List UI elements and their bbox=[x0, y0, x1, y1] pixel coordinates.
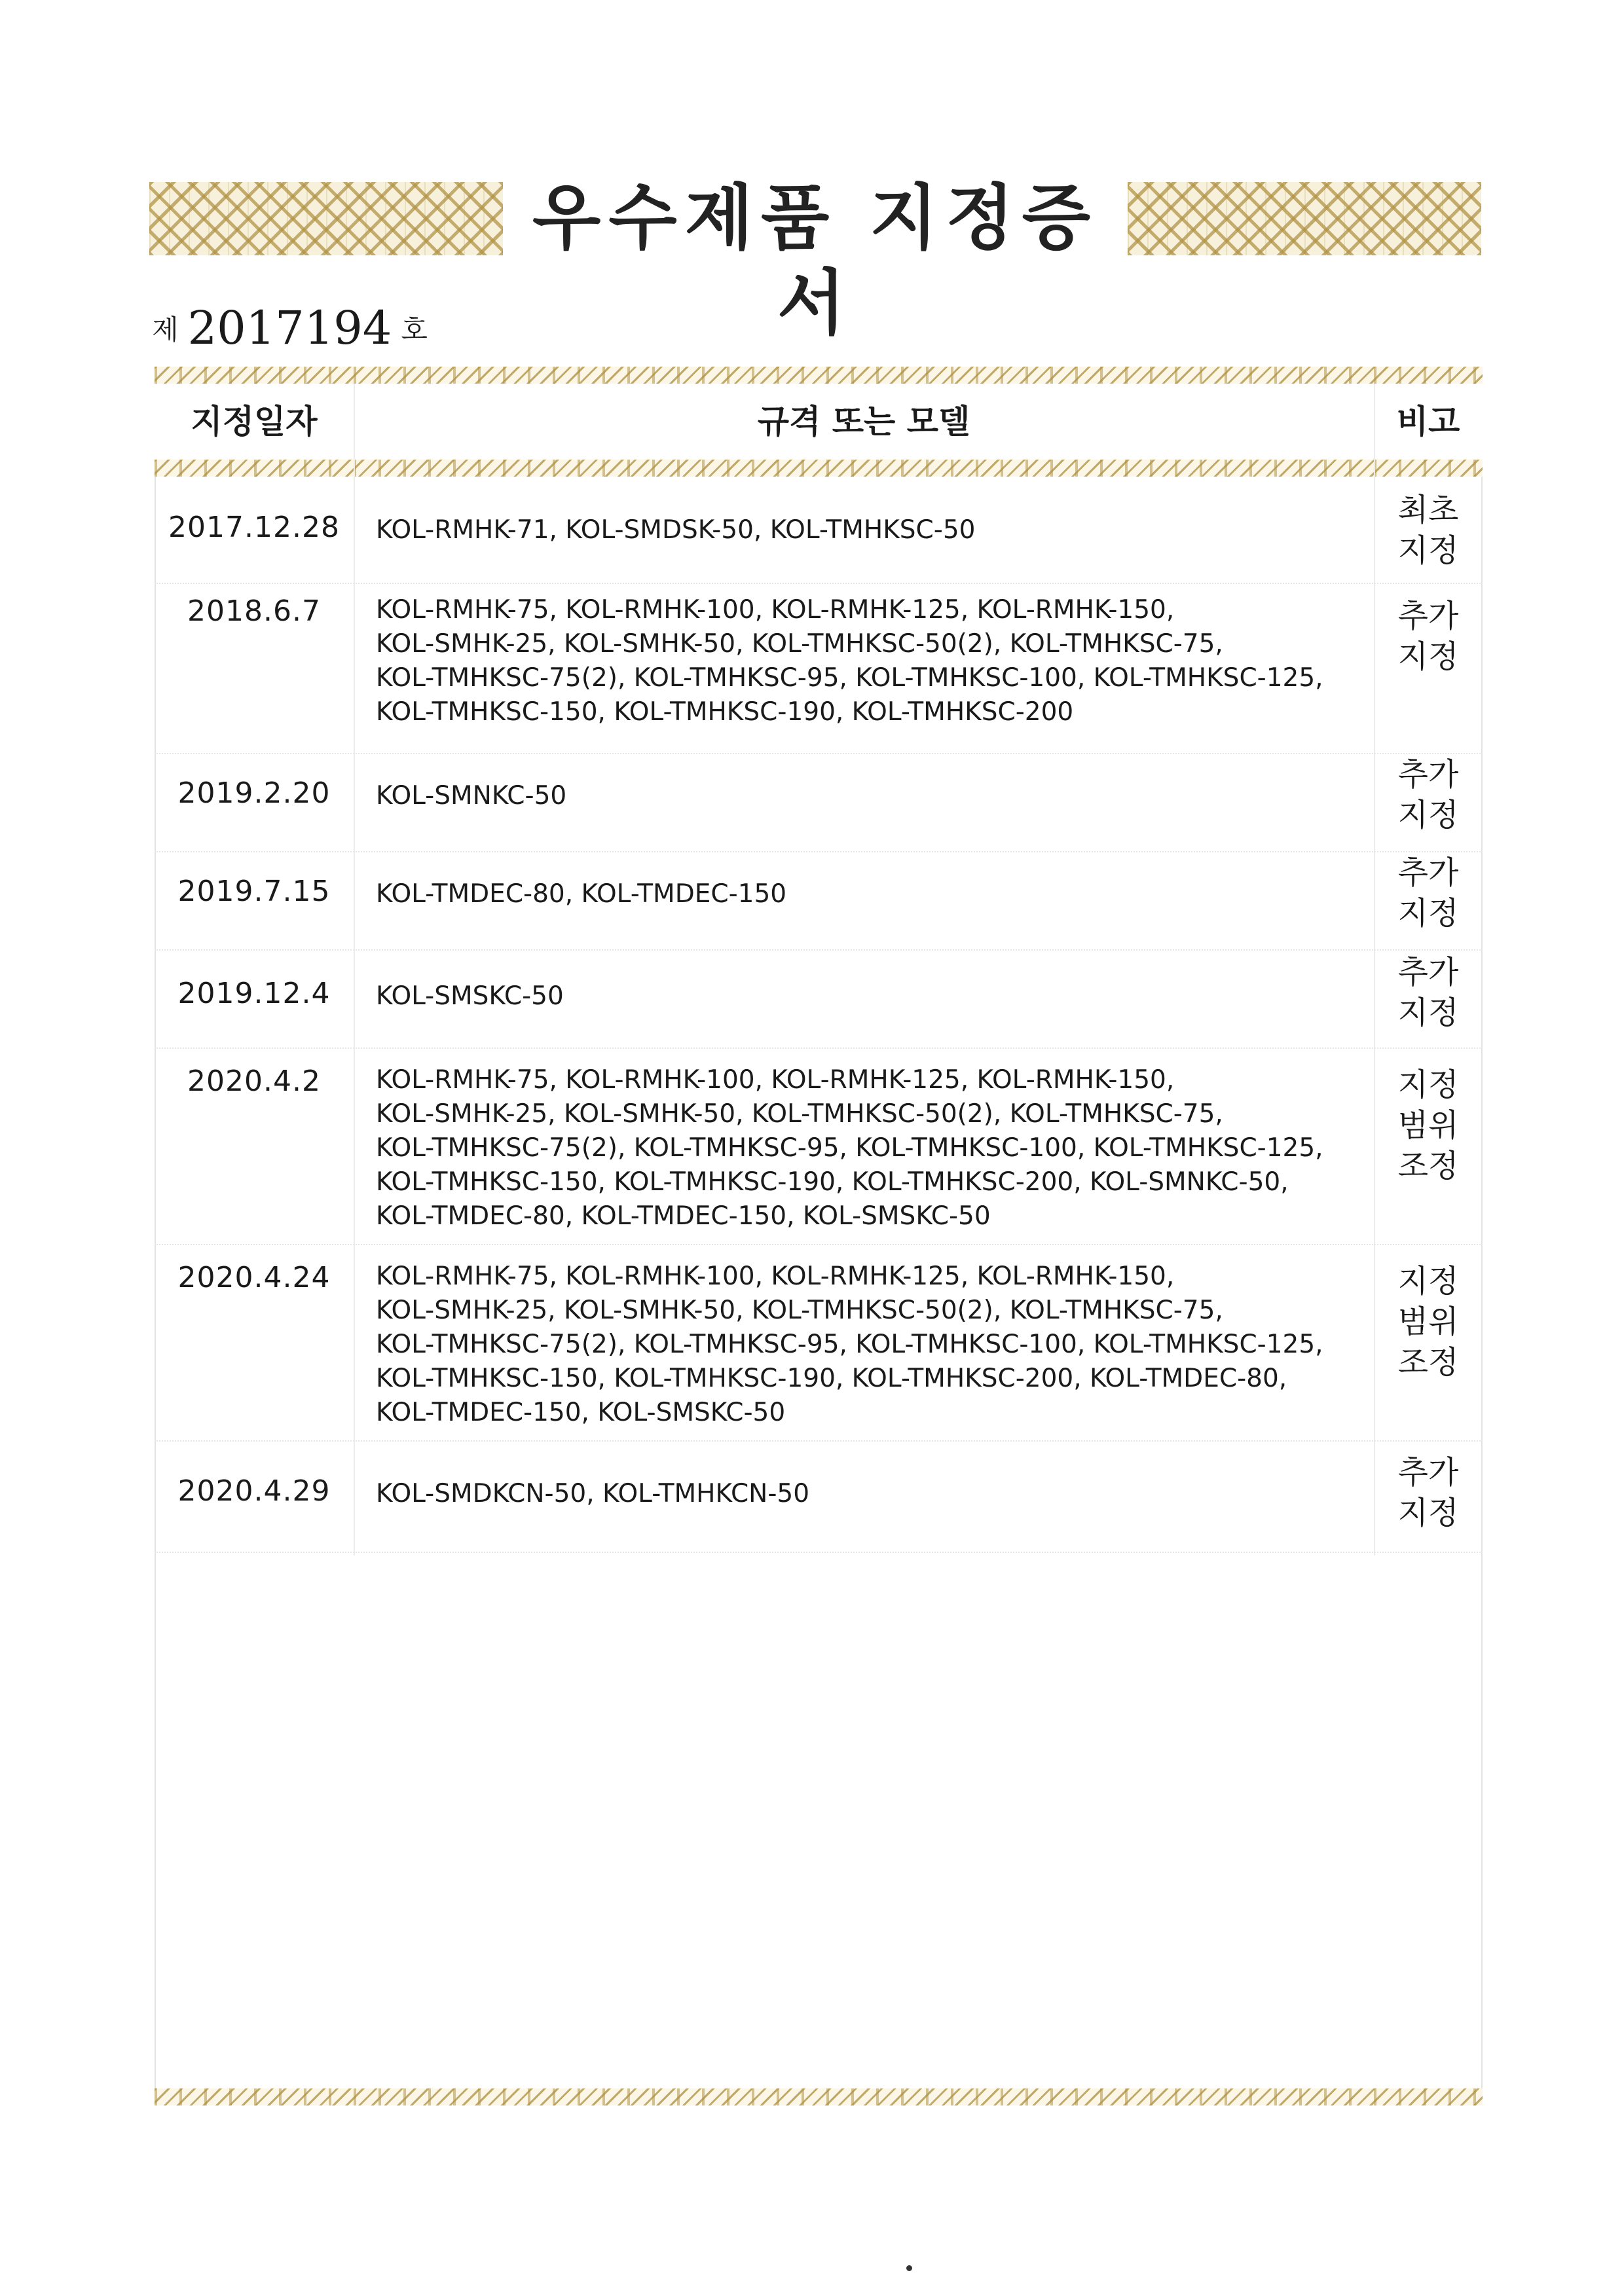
row-date: 2019.2.20 bbox=[177, 776, 331, 810]
certificate-number-value: 2017194 bbox=[187, 301, 392, 355]
row-note: 지정 범위 조정 bbox=[1397, 1263, 1459, 1381]
row-date: 2019.7.15 bbox=[177, 875, 331, 908]
row-date: 2019.12.4 bbox=[177, 977, 331, 1010]
row-models: KOL-RMHK-75, KOL-RMHK-100, KOL-RMHK-125, KOL-RMHK-150, KOL-SMHK-25, KOL-SMHK-50, KOL-TMHKSC-50(2), KOL-TMHKSC-75, KOL-TMHKSC-75(2), KOL-TMHKSC-95, KOL-TMHKSC-100, KOL-TMHKSC-125, KOL-TMHKSC-150, KOL-TMHKSC-190, KOL-TMHKSC-200, KOL-SMNKC-50, KOL-TMDEC-80, KOL-TMDEC-150, KOL-SMSKC-50 bbox=[376, 1065, 1323, 1231]
row-models: KOL-SMSKC-50 bbox=[376, 981, 564, 1011]
table-row bbox=[155, 851, 1483, 951]
row-date: 2020.4.24 bbox=[177, 1261, 331, 1294]
title-ornament-right bbox=[1128, 182, 1481, 255]
certificate-number-suffix: 호 bbox=[401, 314, 428, 346]
row-note: 지정 범위 조정 bbox=[1397, 1066, 1459, 1184]
row-models: KOL-TMDEC-80, KOL-TMDEC-150 bbox=[376, 879, 787, 909]
table-row bbox=[155, 1244, 1483, 1442]
row-date: 2018.6.7 bbox=[187, 594, 321, 628]
row-models: KOL-SMDKCN-50, KOL-TMHKCN-50 bbox=[376, 1479, 810, 1508]
table-row bbox=[155, 1440, 1483, 1553]
row-note: 최초 지정 bbox=[1397, 492, 1459, 569]
row-models: KOL-RMHK-75, KOL-RMHK-100, KOL-RMHK-125, KOL-RMHK-150, KOL-SMHK-25, KOL-SMHK-50, KOL-TMHKSC-50(2), KOL-TMHKSC-75, KOL-TMHKSC-75(2), KOL-TMHKSC-95, KOL-TMHKSC-100, KOL-TMHKSC-125, KOL-TMHKSC-150, KOL-TMHKSC-190, KOL-TMHKSC-200 bbox=[376, 595, 1323, 727]
table-top-border bbox=[155, 367, 1483, 384]
certificate-number-prefix: 제 bbox=[152, 314, 179, 346]
row-date: 2020.4.2 bbox=[187, 1065, 321, 1098]
row-note: 추가 지정 bbox=[1397, 1454, 1459, 1531]
table-row bbox=[155, 1048, 1483, 1245]
table-bottom-border bbox=[155, 2088, 1483, 2105]
row-models: KOL-SMNKC-50 bbox=[376, 781, 567, 811]
title-ornament-left bbox=[149, 182, 503, 255]
table-row bbox=[155, 484, 1483, 584]
row-note: 추가 지정 bbox=[1397, 598, 1459, 675]
table-row bbox=[155, 753, 1483, 852]
row-note: 추가 지정 bbox=[1397, 756, 1459, 833]
certificate-title: 우수제품 지정증서 bbox=[532, 177, 1098, 344]
table-row bbox=[155, 583, 1483, 754]
stray-dot bbox=[906, 2265, 912, 2271]
row-date: 2017.12.28 bbox=[168, 511, 340, 544]
table-row bbox=[155, 949, 1483, 1049]
row-note: 추가 지정 bbox=[1397, 954, 1459, 1031]
certificate-number bbox=[152, 301, 428, 360]
header-date: 지정일자 bbox=[191, 403, 318, 441]
header-model: 규격 또는 모델 bbox=[757, 403, 970, 441]
row-date: 2020.4.29 bbox=[177, 1474, 331, 1508]
row-note: 추가 지정 bbox=[1397, 854, 1459, 932]
header-note: 비고 bbox=[1396, 403, 1460, 441]
row-models: KOL-RMHK-75, KOL-RMHK-100, KOL-RMHK-125, KOL-RMHK-150, KOL-SMHK-25, KOL-SMHK-50, KOL-TMHKSC-50(2), KOL-TMHKSC-75, KOL-TMHKSC-75(2), KOL-TMHKSC-95, KOL-TMHKSC-100, KOL-TMHKSC-125, KOL-TMHKSC-150, KOL-TMHKSC-190, KOL-TMHKSC-200, KOL-TMDEC-80, KOL-TMDEC-150, KOL-SMSKC-50 bbox=[376, 1262, 1323, 1427]
row-models: KOL-RMHK-71, KOL-SMDSK-50, KOL-TMHKSC-50 bbox=[376, 515, 976, 545]
